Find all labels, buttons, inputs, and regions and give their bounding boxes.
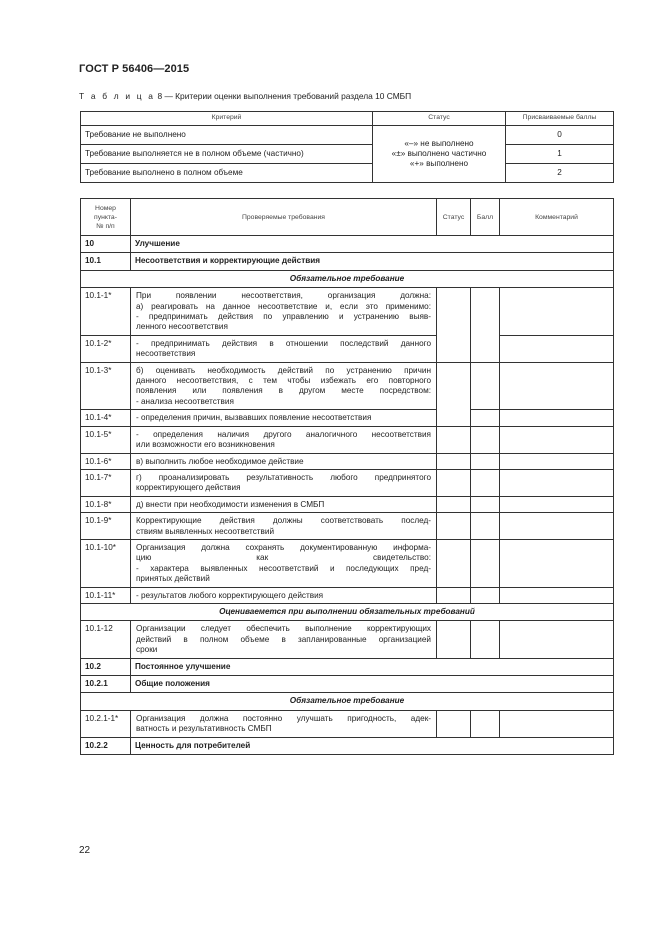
score-cell[interactable] <box>471 426 500 453</box>
requirement-text-line: а) реагировать на данное несоответствие и, если это применимо: <box>136 301 431 311</box>
score-cell[interactable] <box>471 410 500 426</box>
comment-cell[interactable] <box>500 426 614 453</box>
score-header: Балл <box>471 199 500 236</box>
status-cell[interactable] <box>437 496 471 512</box>
section-title: Постоянное улучшение <box>131 658 614 675</box>
requirements-header: Проверяемые требования <box>131 199 437 236</box>
requirement-row <box>81 539 614 587</box>
section-title: Улучшение <box>131 236 614 253</box>
points-cell: 1 <box>506 145 614 164</box>
caption-prefix: Т а б л и ц а <box>79 91 156 101</box>
comment-cell[interactable] <box>500 587 614 603</box>
requirement-text-line: - определения причин, вызвавших появление несоответствия <box>136 413 372 423</box>
requirement-number: 10.1-5* <box>81 426 131 453</box>
requirement-text-line: г) проанализировать результативность любого предпринятого <box>136 472 431 482</box>
requirement-text <box>131 496 437 512</box>
requirement-band-row <box>81 693 614 710</box>
status-cell[interactable] <box>437 587 471 603</box>
requirement-text <box>131 335 437 362</box>
points-header: Присваиваемые баллы <box>506 112 614 126</box>
requirement-row <box>81 496 614 512</box>
requirement-text-line: - предпринимать действия по управлению и устранению выяв- <box>136 312 431 322</box>
comment-cell[interactable] <box>500 335 614 362</box>
header-line: пункта- <box>94 213 117 221</box>
comment-cell[interactable] <box>500 410 614 426</box>
requirement-number: 10.1-6* <box>81 453 131 469</box>
score-cell[interactable] <box>471 453 500 469</box>
requirement-row <box>81 621 614 658</box>
criteria-row <box>81 126 614 145</box>
requirement-text-line: сроки <box>136 645 158 655</box>
requirement-text-line: принятых действий <box>136 574 210 584</box>
requirement-row <box>81 426 614 453</box>
requirement-text-line: - результатов любого корректирующего действия <box>136 590 324 600</box>
section-number: 10.1 <box>81 253 131 270</box>
item-number-header <box>81 199 131 236</box>
status-legend-line: «+» выполнено <box>409 159 469 168</box>
requirement-text <box>131 710 437 737</box>
score-cell[interactable] <box>471 362 500 410</box>
requirement-text-line: ватность и результативность СМБП <box>136 724 272 734</box>
requirement-text-line: ствиям выявленных несоответствий <box>136 526 275 536</box>
criterion-cell: Требование выполнено в полном объеме <box>81 164 373 183</box>
requirement-row <box>81 453 614 469</box>
section-number: 10.2.2 <box>81 737 131 754</box>
comment-cell[interactable] <box>500 621 614 658</box>
requirement-number: 10.1-2* <box>81 335 131 362</box>
section-row <box>81 676 614 693</box>
header-line: № п/п <box>96 222 115 230</box>
section-title: Общие положения <box>131 676 614 693</box>
requirements-header-row <box>81 199 614 236</box>
requirement-text-line: действий в полном объеме в запланированные организацией <box>136 634 431 644</box>
caption-text: 8 — Критерии оценки выполнения требований раздела 10 СМБП <box>155 91 412 101</box>
status-header: Статус <box>373 112 506 126</box>
score-cell[interactable] <box>471 621 500 658</box>
requirement-band-label: Обязательное требование <box>81 693 614 710</box>
requirement-text-line: Организации следует обеспечить выполнение корректирующих <box>136 624 431 634</box>
section-row <box>81 236 614 253</box>
requirement-text-line: Организация должна сохранять документированную информа- <box>136 542 431 552</box>
section-row <box>81 253 614 270</box>
status-cell[interactable] <box>437 453 471 469</box>
requirement-text-line: - определения наличия другого аналогичного несоответствия <box>136 429 431 439</box>
status-cell[interactable] <box>437 426 471 453</box>
requirement-row <box>81 710 614 737</box>
requirement-text-line: цию как свидетельство: <box>136 553 431 563</box>
status-cell[interactable] <box>437 362 471 426</box>
requirement-number: 10.1-10* <box>81 539 131 587</box>
score-cell[interactable] <box>471 587 500 603</box>
status-legend-line: «–» не выполнено <box>404 139 474 148</box>
requirement-band-label: Обязательное требование <box>81 270 614 287</box>
section-number: 10 <box>81 236 131 253</box>
requirement-row <box>81 410 614 426</box>
status-header: Статус <box>437 199 471 236</box>
requirement-text <box>131 288 437 336</box>
requirement-text-line: в) выполнить любое необходимое действие <box>136 456 304 466</box>
requirement-band-row <box>81 270 614 287</box>
status-cell[interactable] <box>437 513 471 540</box>
requirement-number: 10.1-3* <box>81 362 131 410</box>
comment-cell[interactable] <box>500 513 614 540</box>
section-title: Ценность для потребителей <box>131 737 614 754</box>
status-cell[interactable] <box>437 539 471 587</box>
section-title: Несоответствия и корректирующие действия <box>131 253 614 270</box>
requirement-number: 10.1-9* <box>81 513 131 540</box>
comment-cell[interactable] <box>500 496 614 512</box>
requirement-row <box>81 587 614 603</box>
comment-cell[interactable] <box>500 362 614 410</box>
header-line: Номер <box>95 204 116 212</box>
requirement-text-line: - анализа несоответствия <box>136 396 234 406</box>
section-number: 10.2.1 <box>81 676 131 693</box>
requirement-number: 10.1-8* <box>81 496 131 512</box>
score-cell[interactable] <box>471 513 500 540</box>
requirement-number: 10.1-1* <box>81 288 131 336</box>
requirement-number: 10.1-11* <box>81 587 131 603</box>
requirement-text-line: б) оценивать необходимость действий по устранению причин <box>136 365 431 375</box>
status-cell[interactable] <box>437 621 471 658</box>
requirement-number: 10.1-7* <box>81 469 131 496</box>
section-row <box>81 658 614 675</box>
requirement-text-line: появления или появления в другом месте посредством: <box>136 386 431 396</box>
status-legend-cell <box>373 126 506 183</box>
section-row <box>81 737 614 754</box>
requirement-band-row <box>81 603 614 620</box>
points-cell: 0 <box>506 126 614 145</box>
criterion-header: Критерий <box>81 112 373 126</box>
requirement-row <box>81 362 614 410</box>
requirement-text <box>131 453 437 469</box>
requirement-text-line: ленного несоответствия <box>136 322 228 332</box>
comment-cell[interactable] <box>500 453 614 469</box>
score-cell[interactable] <box>471 710 500 737</box>
requirement-number: 10.1-12 <box>81 621 131 658</box>
status-cell[interactable] <box>437 710 471 737</box>
requirement-text-line: несоответствия <box>136 349 196 359</box>
comment-cell[interactable] <box>500 710 614 737</box>
section-number: 10.2 <box>81 658 131 675</box>
requirements-table <box>80 198 614 755</box>
criteria-row <box>81 145 614 164</box>
requirement-text-line: Корректирующие действия должны соответствовать послед- <box>136 516 431 526</box>
page-number: 22 <box>79 845 91 856</box>
criteria-row <box>81 164 614 183</box>
comment-cell[interactable] <box>500 469 614 496</box>
requirement-text <box>131 410 437 426</box>
criterion-cell: Требование выполняется не в полном объеме (частично) <box>81 145 373 164</box>
requirement-text <box>131 469 437 496</box>
criteria-table <box>80 111 614 183</box>
requirement-text-line: д) внести при необходимости изменения в СМБП <box>136 499 325 509</box>
requirement-text <box>131 587 437 603</box>
requirement-row <box>81 335 614 362</box>
requirement-row <box>81 513 614 540</box>
requirement-row <box>81 469 614 496</box>
comment-cell[interactable] <box>500 539 614 587</box>
comment-cell[interactable] <box>500 288 614 336</box>
requirement-text <box>131 513 437 540</box>
table-caption <box>79 91 411 101</box>
requirements-body <box>81 236 614 755</box>
requirement-band-label: Оцениваемется при выполнении обязательных требований <box>81 603 614 620</box>
requirement-text-line: корректирующего действия <box>136 483 241 493</box>
requirement-row <box>81 288 614 336</box>
points-cell: 2 <box>506 164 614 183</box>
requirement-text-line: или возможности его возникновения <box>136 440 275 450</box>
status-legend-line: «±» выполнено частично <box>391 149 487 158</box>
status-cell[interactable] <box>437 469 471 496</box>
score-cell[interactable] <box>471 539 500 587</box>
criterion-cell: Требование не выполнено <box>81 126 373 145</box>
score-cell[interactable] <box>471 496 500 512</box>
requirement-number: 10.2.1-1* <box>81 710 131 737</box>
status-cell[interactable] <box>437 288 471 362</box>
requirement-text <box>131 621 437 658</box>
score-cell[interactable] <box>471 469 500 496</box>
requirement-text-line: - предпринимать действия в отношении последствий данного <box>136 338 431 348</box>
score-cell[interactable] <box>471 288 500 362</box>
requirement-text <box>131 539 437 587</box>
standard-designation: ГОСТ Р 56406—2015 <box>79 63 190 75</box>
requirement-text-line: данного несоответствия, с тем чтобы избежать его повторного <box>136 376 431 386</box>
requirement-text <box>131 426 437 453</box>
requirement-number: 10.1-4* <box>81 410 131 426</box>
requirement-text-line: При появлении несоответствия, организация должна: <box>136 291 431 301</box>
requirement-text <box>131 362 437 410</box>
requirement-text-line: Организация должна постоянно улучшать пригодность, адек- <box>136 713 431 723</box>
criteria-header-row <box>81 112 614 126</box>
requirement-text-line: - характера выявленных несоответствий и последующих пред- <box>136 563 431 573</box>
comments-header: Комментарий <box>500 199 614 236</box>
